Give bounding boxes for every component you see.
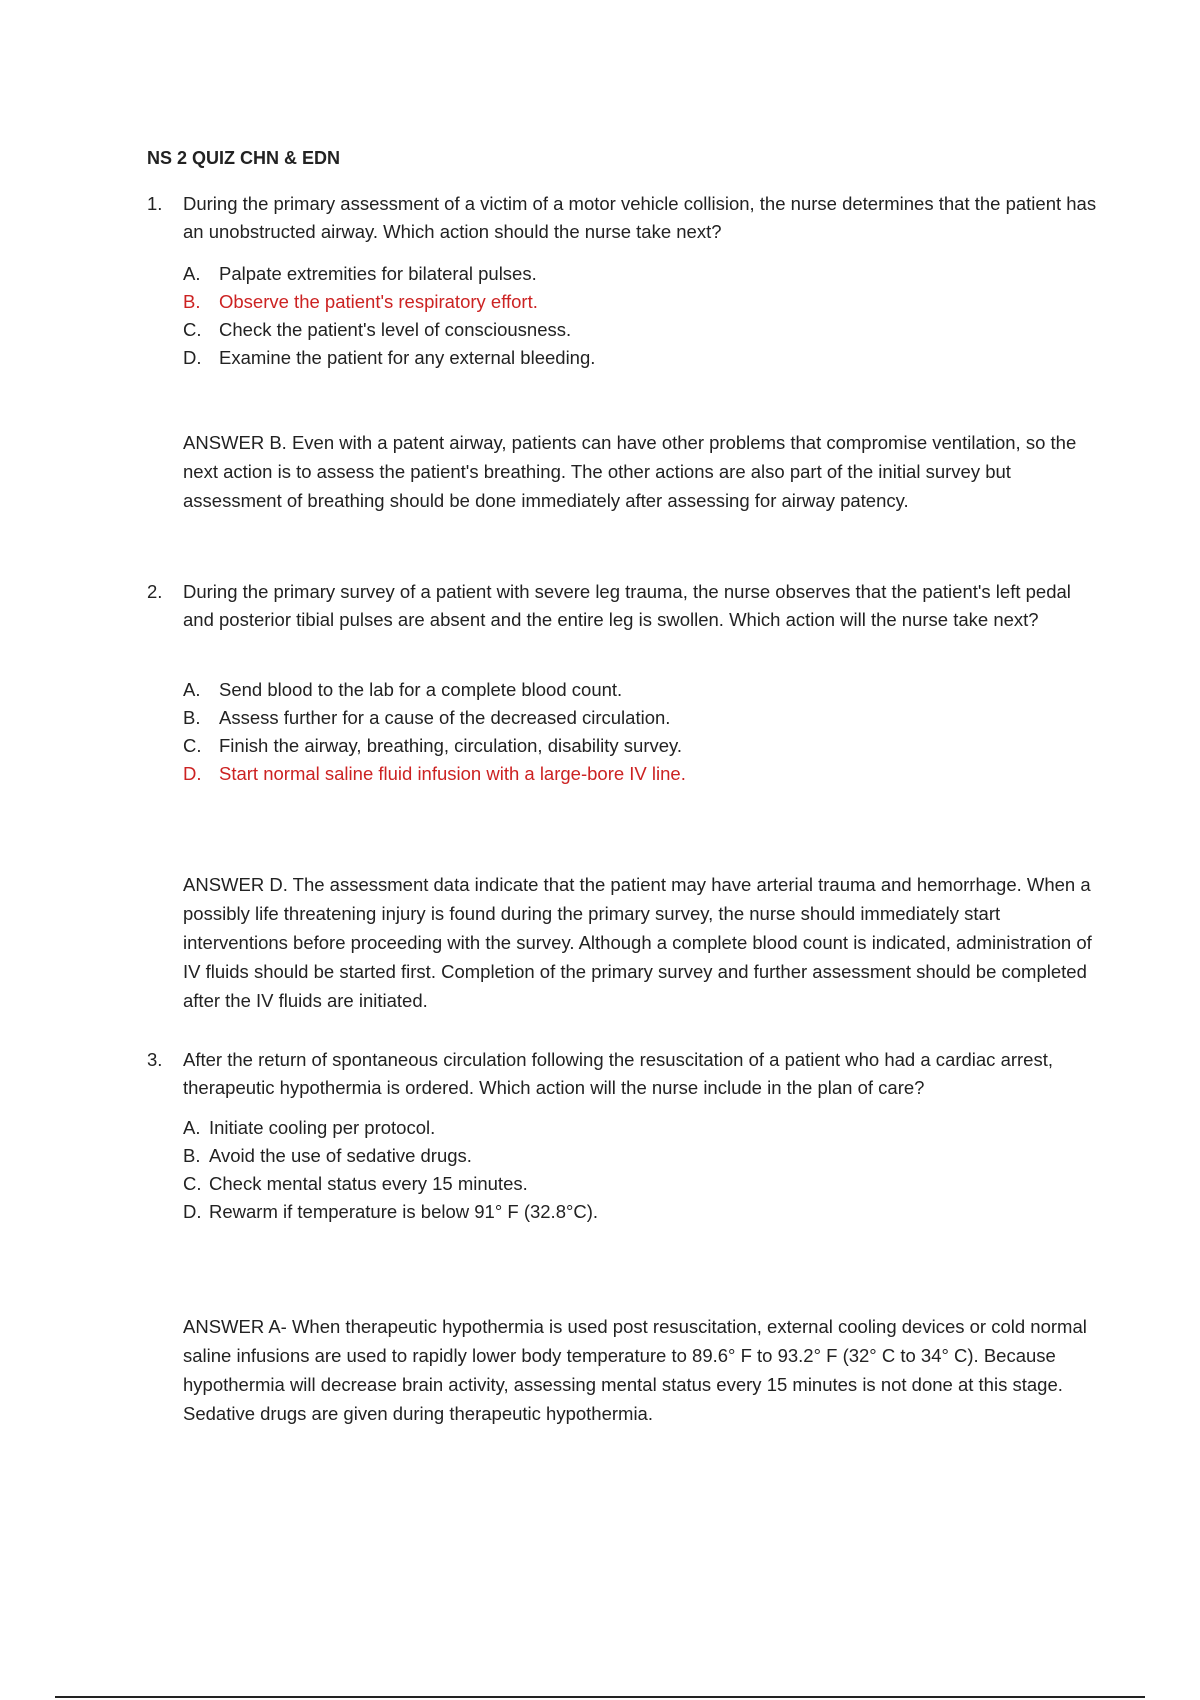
answer-explanation-2: ANSWER D. The assessment data indicate that the patient may have arterial trauma and hemorrhage. When a possibly life threatening injury is found during the primary survey, the nurse should immediately start interventions before proceeding with the survey. Although a complete blood count is indicated, administration of IV fluids should be started first. Completion of the primary survey and further assessment should be completed after the IV fluids are initiated. [183, 874, 1092, 1011]
question-number: 1. [147, 193, 163, 214]
option-d: D. Examine the patient for any external bleeding. [183, 347, 596, 368]
question-text: After the return of spontaneous circulation following the resuscitation of a patient who had a cardiac arrest, therapeutic hypothermia is ordered. Which action will the nurse include in the plan of care? [183, 1049, 1053, 1098]
option-c: C. Check mental status every 15 minutes. [183, 1173, 528, 1194]
page-bottom-rule [55, 1696, 1145, 1698]
question-text: During the primary assessment of a victim of a motor vehicle collision, the nurse determines that the patient has an unobstructed airway. Which action should the nurse take next? [183, 193, 1097, 242]
question-text: During the primary survey of a patient with severe leg trauma, the nurse observes that the patient's left pedal and posterior tibial pulses are absent and the entire leg is swollen. Which action will the nurse take next? [183, 581, 1071, 630]
option-d: D. Start normal saline fluid infusion with a large-bore IV line. [183, 763, 686, 784]
question-2 [147, 578, 1097, 788]
option-b: B. Assess further for a cause of the decreased circulation. [183, 707, 671, 728]
option-a: A. Palpate extremities for bilateral pulses. [183, 263, 537, 284]
option-d: D. Rewarm if temperature is below 91° F (32.8°C). [183, 1201, 599, 1222]
option-b: B. Observe the patient's respiratory effort. [183, 291, 538, 312]
question-number: 3. [147, 1049, 163, 1070]
option-c: C. Check the patient's level of consciousness. [183, 319, 572, 340]
answer-explanation-3: ANSWER A- When therapeutic hypothermia is used post resuscitation, external cooling devices or cold normal saline infusions are used to rapidly lower body temperature to 89.6° F to 93.2° F (32° C to 34° C). Because hypothermia will decrease brain activity, assessing mental status every 15 minutes is not done at this stage. Sedative drugs are given during therapeutic hypothermia. [183, 1316, 1087, 1424]
option-list [183, 1114, 1097, 1226]
option-a: A. Send blood to the lab for a complete blood count. [183, 679, 623, 700]
option-c: C. Finish the airway, breathing, circulation, disability survey. [183, 735, 683, 756]
question-1 [147, 190, 1097, 372]
answer-explanation-1: ANSWER B. Even with a patent airway, patients can have other problems that compromise ventilation, so the next action is to assess the patient's breathing. The other actions are also part of the initial survey but assessment of breathing should be done immediately after assessing for airway patency. [183, 432, 1077, 511]
question-number: 2. [147, 581, 163, 602]
question-3 [147, 1046, 1097, 1226]
option-a: A. Initiate cooling per protocol. [183, 1117, 436, 1138]
option-b: B. Avoid the use of sedative drugs. [183, 1145, 472, 1166]
option-list [183, 676, 1097, 788]
document-title: NS 2 QUIZ CHN & EDN [147, 148, 341, 168]
option-list [183, 260, 1097, 372]
